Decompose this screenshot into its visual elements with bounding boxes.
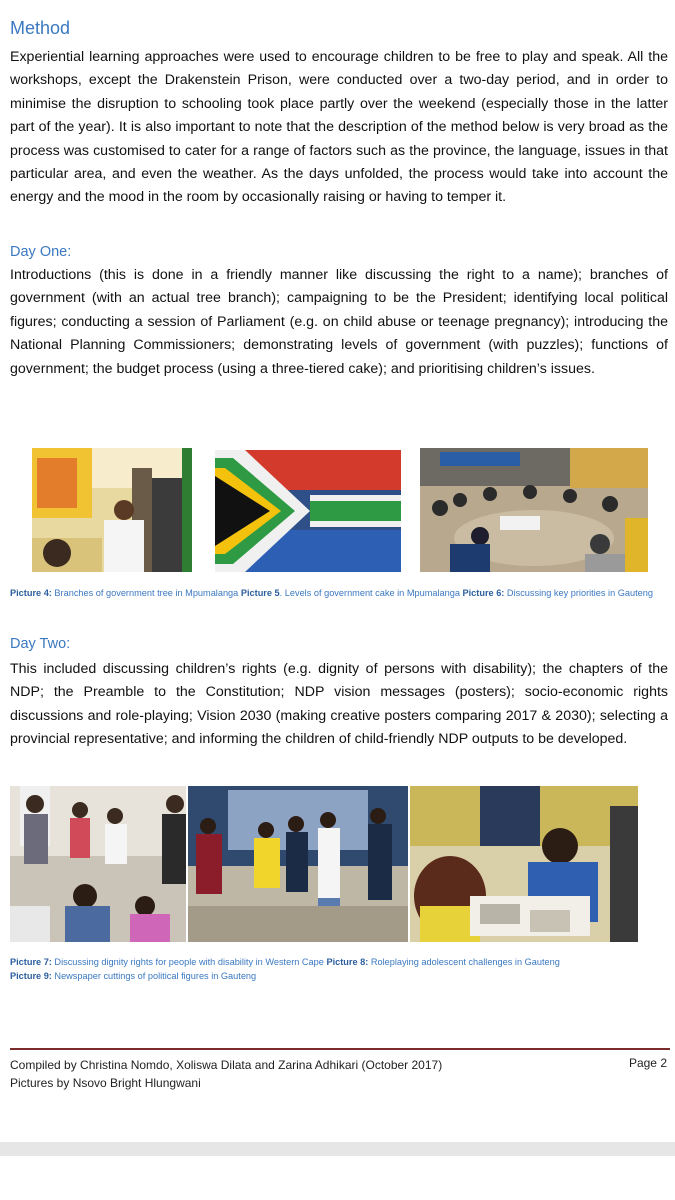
caption-row-1 (10, 586, 670, 600)
picture-9-label: Picture 9: (10, 971, 52, 981)
picture-6-discussion-circle-photo (420, 448, 648, 572)
day-two-paragraph: This included discussing children’s rights (e.g. dignity of persons with disability); the chapters of the NDP; the Preamble to the Constitution; NDP vision messages (posters); socio-economic rights discussions and role-playing; Vision 2030 (making creative posters comparing 2017 & 2030); selecting a provincial representative; and informing the children of child-friendly NDP outputs to be developed. (10, 661, 668, 748)
picture-9-newspaper-cuttings-photo (410, 786, 638, 942)
picture-7-disability-rights-photo (10, 786, 186, 942)
day-two-heading: Day Two: (10, 636, 71, 652)
page-number: Page 2 (628, 1056, 667, 1070)
page-bottom-band (0, 1142, 675, 1156)
footer-compiled-by: Compiled by Christina Nomdo, Xoliswa Dilata and Zarina Adhikari (October 2017) (10, 1058, 443, 1072)
picture-4-label: Picture 4: (10, 588, 52, 598)
picture-5-label: Picture 5 (240, 588, 280, 598)
picture-6-label: Picture 6: (462, 588, 505, 598)
picture-4-tree-branch-photo (32, 448, 192, 572)
picture-8-roleplay-photo (188, 786, 408, 942)
picture-8-caption: Roleplaying adolescent challenges in Gauteng (368, 957, 560, 967)
day-one-paragraph: Introductions (this is done in a friendly manner like discussing the right to a name); branches of government (with an actual tree branch); campaigning to be the President; identifying local political figures; conducting a session of Parliament (e.g. on child abuse or teenage pregnancy); introducing the National Planning Commissioners; demonstrating levels of government (with puzzles); functions of government; the budget process (using a three-tiered cake); and prioritising children’s issues. (10, 267, 668, 377)
method-paragraph: Experiential learning approaches were used to encourage children to be free to play and speak. All the workshops, except the Drakenstein Prison, were conducted over a two-day period, and in order to minimise the disruption to schooling took place partly over the weekend (especially those in the latter part of the year). It is also important to note that the description of the method below is very broad as the process was customised to cater for a range of factors such as the province, the language, issues in that particular area, and even the weather. As the days unfolded, the process would take into account the energy and the mood in the room by occasionally raising or having to temper it. (10, 49, 668, 206)
caption-row-2 (10, 955, 670, 983)
picture-4-caption: Branches of government tree in Mpumalanga (51, 588, 241, 598)
footer-pictures-by: Pictures by Nsovo Bright Hlungwani (10, 1076, 201, 1090)
picture-5-flag-cake-photo (215, 450, 401, 572)
picture-7-label: Picture 7: (10, 957, 52, 967)
day-one-heading: Day One: (10, 244, 72, 260)
method-heading: Method (10, 18, 71, 38)
picture-5-caption: . Levels of government cake in Mpumalanga (279, 588, 463, 598)
picture-8-label: Picture 8: (326, 957, 369, 967)
picture-9-caption: Newspaper cuttings of political figures in Gauteng (51, 971, 257, 981)
footer-rule (10, 1048, 670, 1050)
picture-7-caption: Discussing dignity rights for people with disability in Western Cape (51, 957, 327, 967)
picture-6-caption: Discussing key priorities in Gauteng (504, 588, 653, 598)
